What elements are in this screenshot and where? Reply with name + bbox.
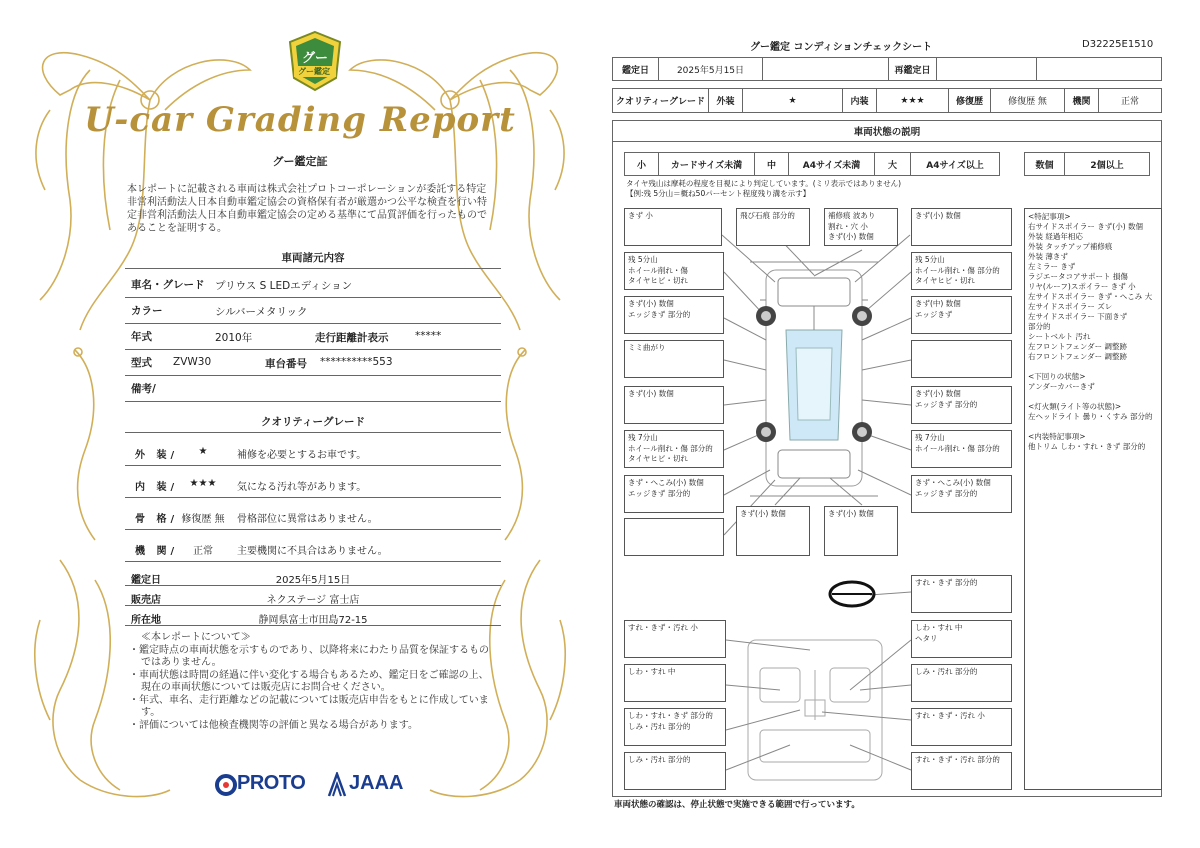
note-line xyxy=(1028,392,1158,402)
damage-text: きず(小) 数個 xyxy=(828,509,874,518)
color-value: シルバーメタリック xyxy=(215,306,308,318)
certificate-title: グー鑑定証 xyxy=(272,155,328,168)
damage-box-front-right xyxy=(911,208,1012,246)
divider xyxy=(125,432,501,433)
damage-text: すれ・きず・汚れ 小 xyxy=(915,711,985,720)
grade-label: 骨 格/ xyxy=(135,514,179,525)
damage-text: きず・へこみ(小) 数個 xyxy=(915,478,991,487)
empty-cell xyxy=(763,58,889,80)
info-label: 所在地 xyxy=(131,615,161,626)
damage-text: きず・へこみ(小) 数個 xyxy=(628,478,704,487)
sheet-footer: 車両状態の確認は、停止状態で実施できる範囲で行っています。 xyxy=(614,800,860,810)
note-line: 左サイドスポイラー きず・へこみ 大 xyxy=(1028,292,1153,301)
sheet-title: グー鑑定 コンディションチェックシート xyxy=(750,42,933,53)
damage-text: 割れ・穴 小 xyxy=(828,221,868,231)
grade-label: 外 装/ xyxy=(135,450,179,461)
damage-text: きず(中) 数個 xyxy=(915,299,961,308)
damage-text: きず(小) 数個 xyxy=(828,232,874,241)
damage-text: すれ・きず・汚れ 部分的 xyxy=(915,755,1000,764)
redate-value xyxy=(937,58,1037,80)
damage-text: ミミ曲がり xyxy=(628,343,666,352)
grade-row-interior xyxy=(125,470,501,498)
note-line: アンダーカバーきず xyxy=(1028,382,1095,391)
remarks-label: 備考/ xyxy=(131,383,156,395)
damage-box-front-left xyxy=(624,208,722,246)
damage-text: しみ・汚れ 部分的 xyxy=(915,667,978,676)
note-line: <特記事項> xyxy=(1028,212,1071,221)
size-legend xyxy=(624,152,1000,176)
note-line: 左ヘッドライト 曇り・くすみ 部分的 xyxy=(1028,412,1153,421)
damage-text: きず(小) 数個 xyxy=(740,509,786,518)
note-line: <灯火類(ライト等の状態)> xyxy=(1028,402,1122,411)
note-line: 右サイドスポイラー きず(小) 数個 xyxy=(1028,222,1144,231)
count-value: 2個以上 xyxy=(1090,160,1124,171)
note-line: ラジエータコアサポート 損傷 xyxy=(1028,272,1128,281)
legend-medium: 中 xyxy=(755,153,789,175)
damage-text: ホイール削れ・傷 部分的 xyxy=(628,443,713,453)
int-value: ★★★ xyxy=(877,89,949,112)
damage-text: 残 5分山 xyxy=(915,255,945,264)
note-line: リヤ(ルーフ)スポイラー きず 小 xyxy=(1028,282,1136,291)
info-label: 販売店 xyxy=(131,595,161,606)
date-table xyxy=(612,57,1162,81)
repair-label: 修復歴 xyxy=(949,89,991,112)
grade-row-engine xyxy=(125,534,501,562)
note-line xyxy=(1028,362,1158,372)
interior-box-rear-seat-left xyxy=(624,752,726,790)
note-line: 左サイドスポイラー ズレ xyxy=(1028,302,1113,311)
engine-label: 機関 xyxy=(1065,89,1099,112)
damage-box-rear-bumper-left xyxy=(736,506,810,556)
damage-text: 補修痕 波あり xyxy=(828,211,876,220)
svg-text:グー: グー xyxy=(301,51,329,66)
damage-text: しみ・汚れ 部分的 xyxy=(628,721,691,731)
report-notes xyxy=(127,632,495,732)
legend-large: 大 xyxy=(875,153,911,175)
damage-text: ヘタリ xyxy=(915,633,938,643)
spec-row-model xyxy=(125,350,501,376)
info-row-dealer xyxy=(125,588,501,606)
interior-box-rear-left xyxy=(624,708,726,746)
grade-label: 機 関/ xyxy=(135,546,179,557)
date-value: 2025年5月15日 xyxy=(659,58,763,80)
info-value: 静岡県富士市田島72-15 xyxy=(258,615,368,626)
damage-text: ホイール削れ・傷 部分的 xyxy=(915,443,1000,453)
legend-large-desc: A4サイズ以上 xyxy=(926,160,984,171)
tire-note-line: タイヤ残山は摩耗の程度を目視により判定しています。(ミリ表示ではありません) xyxy=(626,179,902,188)
intro-text: 本レポートに記載される車両は株式会社プロトコーポレーションが委託する特定非営利活動法人日本自動車鑑定協会の資格保有者が厳選かつ公平な検査を行い特定非営利活動法人日本自動車鑑定協会の定める基準にて品質評価を行ったものであることを証明する。 xyxy=(127,184,487,234)
damage-text: きず(小) 数個 xyxy=(915,211,961,220)
note-line: <内装特記事項> xyxy=(1028,432,1086,441)
legend-medium-desc: A4サイズ未満 xyxy=(789,153,875,175)
chassis-value: **********553 xyxy=(320,356,393,368)
tire-note xyxy=(626,179,901,199)
info-row-address xyxy=(125,608,501,626)
damage-box-tire-rr xyxy=(911,430,1012,468)
grade-desc: 気になる汚れ等があります。 xyxy=(237,482,367,493)
grade-row-frame xyxy=(125,502,501,530)
grade-value: ★★★ xyxy=(189,478,217,489)
note-line: 外装 薄きず xyxy=(1028,252,1068,261)
damage-box-door-fl xyxy=(624,340,724,378)
damage-box-quarter-left xyxy=(624,475,724,513)
grade-value: 修復歴 無 xyxy=(181,514,225,525)
interior-box-steering xyxy=(911,575,1012,613)
info-row-date xyxy=(125,568,501,586)
damage-text: エッジきず 部分的 xyxy=(915,488,978,498)
damage-text: きず(小) 数個 xyxy=(915,389,961,398)
interior-box-driver-seat xyxy=(911,620,1012,658)
divider xyxy=(125,268,501,269)
damage-text: タイヤヒビ・切れ xyxy=(628,276,688,285)
damage-box-tire-fl xyxy=(624,252,724,290)
interior-box-rear-seat-right xyxy=(911,752,1012,790)
count-label: 数個 xyxy=(1025,153,1065,175)
empty-cell xyxy=(1037,58,1083,80)
info-label: 鑑定日 xyxy=(131,575,161,586)
model-value: ZVW30 xyxy=(173,356,212,368)
damage-box-rear-left xyxy=(624,518,724,556)
damage-box-tire-rl xyxy=(624,430,724,468)
spec-row-color xyxy=(125,298,501,324)
note-line: 部分的 xyxy=(1028,322,1051,331)
damage-box-door-rl xyxy=(624,386,724,424)
note-line xyxy=(1028,422,1158,432)
quality-table xyxy=(612,88,1162,113)
interior-box-passenger-seat xyxy=(624,664,726,702)
goo-kantei-badge-icon xyxy=(286,30,344,92)
grade-desc: 骨格部位に異常はありません。 xyxy=(237,514,378,525)
info-value: 2025年5月15日 xyxy=(275,575,351,586)
damage-text: きず(小) 数個 xyxy=(628,389,674,398)
note-line: 右フロントフェンダー 調整跡 xyxy=(1028,352,1127,361)
damage-text: エッジきず xyxy=(915,309,953,319)
odometer-value: ***** xyxy=(415,330,442,342)
damage-text: ホイール削れ・傷 部分的 xyxy=(915,265,1000,275)
badge-label: グー鑑定 xyxy=(298,67,330,76)
legend-small-desc: カードサイズ未満 xyxy=(659,153,755,175)
damage-box-tire-fr xyxy=(911,252,1012,290)
damage-text: 残 7分山 xyxy=(915,433,945,442)
note-item: ・鑑定時点の車両状態を示すものであり、以降将来にわたり品質を保証するものではありません。 xyxy=(129,644,489,668)
damage-box-front-bumper xyxy=(824,208,898,246)
note-item: ・車両状態は時間の経過に伴い変化する場合もあるため、鑑定日をご確認の上、現在の車両状態については販売店にお問合せください。 xyxy=(129,669,489,693)
damage-text: きず(小) 数個 xyxy=(628,299,674,308)
grade-value: 正常 xyxy=(193,546,213,557)
note-line: 左フロントフェンダー 調整跡 xyxy=(1028,342,1127,351)
note-item: ・年式、車名、走行距離などの記載については販売店申告をもとに作成しています。 xyxy=(129,694,489,718)
damage-text: しわ・すれ・きず 部分的 xyxy=(628,711,713,720)
color-label: カラー xyxy=(131,305,163,317)
special-notes xyxy=(1024,208,1162,790)
proto-logo-icon xyxy=(215,774,237,796)
damage-box-door-fr xyxy=(911,340,1012,378)
damage-text: すれ・きず・汚れ 小 xyxy=(628,623,698,632)
proto-logo-text: PROTO xyxy=(237,772,306,794)
note-line: 左ミラー きず xyxy=(1028,262,1076,271)
damage-box-fender-left xyxy=(624,296,724,334)
damage-text: しわ・すれ 中 xyxy=(628,667,676,676)
date-label: 鑑定日 xyxy=(613,58,659,80)
redate-label: 再鑑定日 xyxy=(889,58,937,80)
damage-text: エッジきず 部分的 xyxy=(628,309,691,319)
engine-value: 正常 xyxy=(1120,97,1139,107)
condition-check-sheet xyxy=(600,0,1200,848)
jaaa-logo-icon xyxy=(327,772,347,798)
model-label: 型式 xyxy=(131,357,152,369)
damage-box-windshield xyxy=(736,208,810,246)
year-value: 2010年 xyxy=(215,332,253,344)
note-line: <下回りの状態> xyxy=(1028,372,1086,381)
grade-label: 内 装/ xyxy=(135,482,179,493)
grade-desc: 補修を必要とするお車です。 xyxy=(237,450,367,461)
name-label: 車名・グレード xyxy=(131,279,205,291)
damage-text: ホイール削れ・傷 xyxy=(628,265,688,275)
spec-row-remarks xyxy=(125,376,501,402)
interior-box-driver-door xyxy=(911,664,1012,702)
grade-row-exterior xyxy=(125,438,501,466)
notes-heading: ≪本レポートについて≫ xyxy=(141,632,251,643)
note-line: 他トリム しわ・すれ・きず 部分的 xyxy=(1028,442,1146,451)
document-id: D32225E1510 xyxy=(1082,39,1154,50)
interior-box-console xyxy=(911,708,1012,746)
damage-text: 残 7分山 xyxy=(628,433,658,442)
damage-box-rear-bumper-right xyxy=(824,506,898,556)
damage-box-fender-right xyxy=(911,296,1012,334)
interior-box-dashboard xyxy=(624,620,726,658)
grade-value: ★ xyxy=(198,446,208,457)
footer-logos xyxy=(215,772,415,798)
damage-text: きず 小 xyxy=(628,211,653,220)
name-value: プリウス S LEDエディション xyxy=(215,280,353,292)
int-label: 内装 xyxy=(843,89,877,112)
chassis-label: 車台番号 xyxy=(265,358,307,370)
ext-value: ★ xyxy=(743,89,843,112)
odometer-label: 走行距離計表示 xyxy=(315,332,389,344)
tire-note-line: 【例:残 5分山＝概ね50パーセント程度残り溝を示す】 xyxy=(626,189,811,198)
count-legend xyxy=(1024,152,1150,176)
damage-text: 飛び石痕 部分的 xyxy=(740,211,795,220)
damage-text: エッジきず 部分的 xyxy=(628,488,691,498)
note-line: 外装 経過年相応 xyxy=(1028,232,1083,241)
quality-label: クオリティーグレード xyxy=(613,89,709,112)
info-value: ネクステージ 富士店 xyxy=(266,595,360,606)
damage-box-door-rr xyxy=(911,386,1012,424)
quality-heading: クオリティーグレード xyxy=(261,416,365,428)
damage-box-quarter-right xyxy=(911,475,1012,513)
script-title: U-car Grading Report xyxy=(84,100,516,140)
damage-text: しわ・すれ 中 xyxy=(915,623,963,632)
damage-text: しみ・汚れ 部分的 xyxy=(628,755,691,764)
jaaa-logo-text: JAAA xyxy=(349,772,404,794)
note-line: 左サイドスポイラー 下面きず xyxy=(1028,312,1128,321)
damage-text: タイヤヒビ・切れ xyxy=(915,276,975,285)
damage-text: エッジきず 部分的 xyxy=(915,399,978,409)
note-line: 外装 タッチアップ補修痕 xyxy=(1028,242,1113,251)
note-line: シートベルト 汚れ xyxy=(1028,332,1091,341)
damage-text: 残 5分山 xyxy=(628,255,658,264)
repair-value: 修復歴 無 xyxy=(991,89,1065,112)
spec-heading: 車両諸元内容 xyxy=(281,252,345,264)
spec-row-year xyxy=(125,324,501,350)
year-label: 年式 xyxy=(131,331,152,343)
damage-text: タイヤヒビ・切れ xyxy=(628,454,688,463)
spec-row-name xyxy=(125,272,501,298)
legend-small: 小 xyxy=(625,153,659,175)
note-item: ・評価については他検査機関等の評価と異なる場合があります。 xyxy=(129,719,418,731)
state-heading: 車両状態の説明 xyxy=(612,120,1162,142)
damage-text: すれ・きず 部分的 xyxy=(915,578,978,587)
ext-label: 外装 xyxy=(709,89,743,112)
grade-desc: 主要機関に不具合はありません。 xyxy=(237,546,388,557)
